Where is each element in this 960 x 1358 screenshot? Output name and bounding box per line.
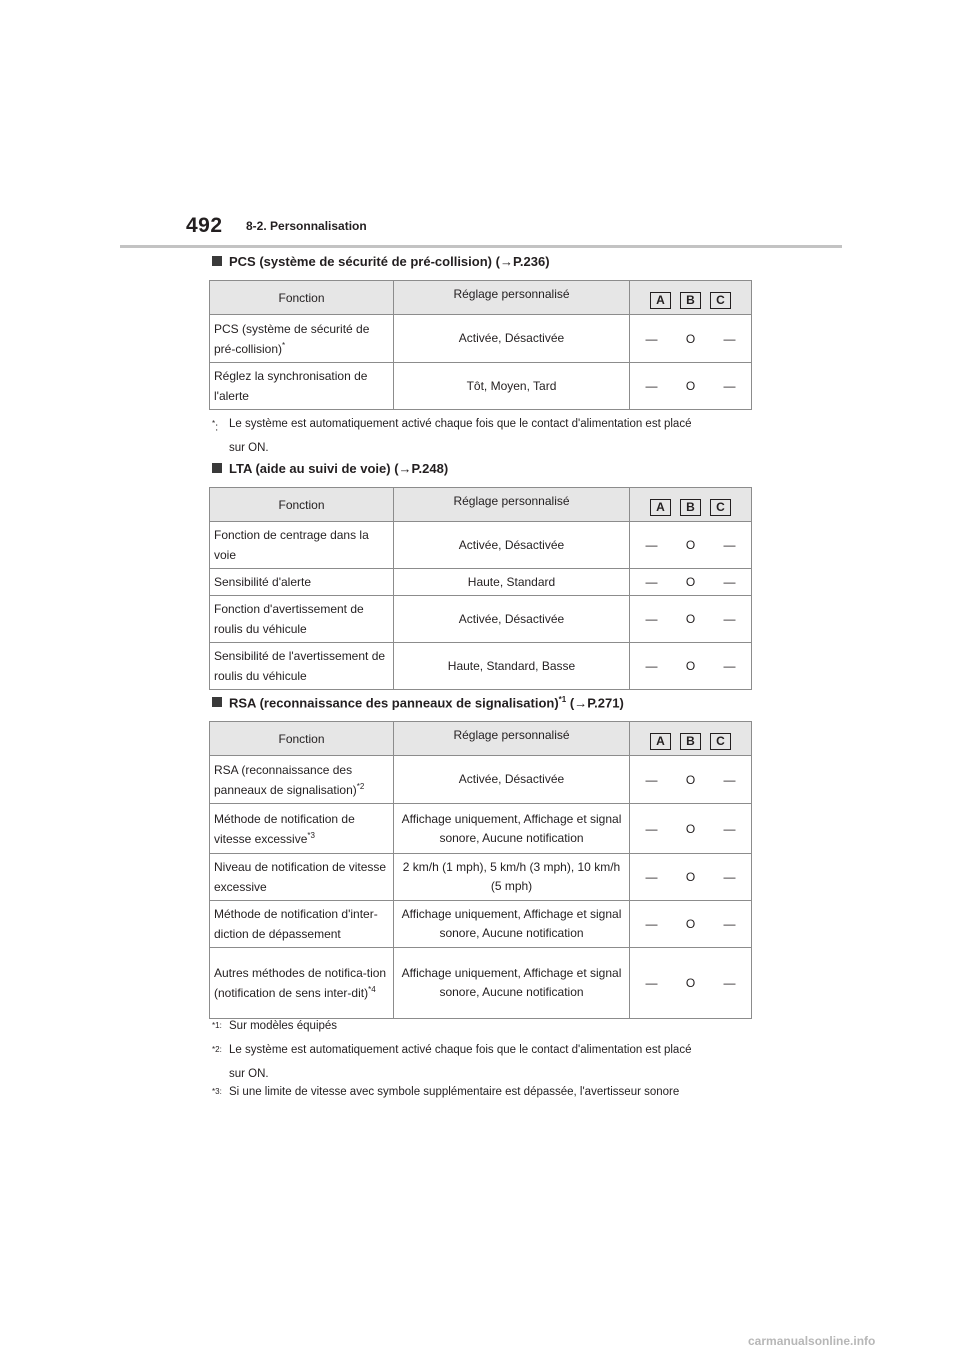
function-cell: Fonction d'avertissement de roulis du véhicule	[210, 596, 394, 643]
letter-a-box: A	[650, 499, 671, 516]
abc-cell: — O —	[630, 756, 752, 804]
pcs-settings-table	[209, 280, 752, 410]
letter-b-box: B	[680, 292, 701, 309]
abc-cell: — O —	[630, 643, 752, 690]
function-cell: RSA (reconnaissance des panneaux de signalisation)$^{*2}$	[210, 756, 394, 804]
abc-cell: — O —	[630, 569, 752, 596]
bullet-square-icon	[212, 256, 222, 266]
abc-cell: — O —	[630, 315, 752, 363]
abc-cell: — O —	[630, 854, 752, 901]
footnote: $^{*1:}$ Sur modèles équipés	[212, 1020, 338, 1032]
function-cell: Autres méthodes de notifica-tion (notification de sens inter-dit)$^{*4}$	[210, 948, 394, 1019]
letter-b-box: B	[680, 499, 701, 516]
setting-cell: Tôt, Moyen, Tard	[394, 363, 630, 410]
column-header-reglage: Réglage personnalisé	[394, 488, 630, 522]
letter-c-box: C	[710, 733, 731, 750]
letter-a-box: A	[650, 292, 671, 309]
function-cell: Fonction de centrage dans la voie	[210, 522, 394, 569]
lta-settings-table	[209, 487, 752, 690]
setting-cell: Affichage uniquement, Affichage et signal sonore, Aucune notification	[394, 948, 630, 1019]
page-reference: (→P.248)	[394, 461, 449, 476]
setting-cell: Activée, Désactivée	[394, 756, 630, 804]
page-number: 492	[186, 214, 223, 237]
table-row	[210, 363, 752, 410]
setting-cell: 2 km/h (1 mph), 5 km/h (3 mph), 10 km/h (5 mph)	[394, 854, 630, 901]
table-row	[210, 901, 752, 948]
letter-b-box: B	[680, 733, 701, 750]
column-header-reglage: Réglage personnalisé	[394, 281, 630, 315]
letter-c-box: C	[710, 292, 731, 309]
setting-cell: Affichage uniquement, Affichage et signal sonore, Aucune notification	[394, 804, 630, 854]
section-title: 8-2. Personnalisation	[246, 219, 367, 233]
abc-cell: — O —	[630, 948, 752, 1019]
table-row	[210, 804, 752, 854]
abc-cell: — O —	[630, 901, 752, 948]
footnote: $^{*2:}$ Le système est automatiquement activé chaque fois que le contact d'alimentation est placé sur ON.	[212, 1044, 692, 1080]
function-cell: PCS (système de sécurité de pré-collision)*	[210, 315, 394, 363]
table-row	[210, 948, 752, 1019]
column-header-abc	[630, 722, 752, 756]
heading-lta: LTA (aide au suivi de voie) (→P.248)	[212, 461, 448, 476]
column-header-abc	[630, 281, 752, 315]
abc-cell: — O —	[630, 522, 752, 569]
setting-cell: Activée, Désactivée	[394, 315, 630, 363]
abc-cell: — O —	[630, 363, 752, 410]
function-cell: Niveau de notification de vitesse excessive	[210, 854, 394, 901]
column-header-fonction: Fonction	[210, 488, 394, 522]
table-header-row	[210, 281, 752, 315]
page-reference: (→P.236)	[495, 254, 550, 269]
setting-cell: Activée, Désactivée	[394, 596, 630, 643]
function-cell: Sensibilité de l'avertissement de roulis du véhicule	[210, 643, 394, 690]
setting-cell: Affichage uniquement, Affichage et signal sonore, Aucune notification	[394, 901, 630, 948]
table-row	[210, 315, 752, 363]
setting-cell: Haute, Standard	[394, 569, 630, 596]
table-header-row	[210, 488, 752, 522]
function-cell: Réglez la synchronisation de l'alerte	[210, 363, 394, 410]
footnote: $^{*3:}$ Si une limite de vitesse avec symbole supplémentaire est dépassée, l'avertisseur sonore	[212, 1086, 680, 1098]
function-cell: Méthode de notification de vitesse excessive$^{*3}$	[210, 804, 394, 854]
rsa-settings-table	[209, 721, 752, 1019]
bullet-square-icon	[212, 463, 222, 473]
column-header-fonction: Fonction	[210, 722, 394, 756]
footnote: *: Le système est automatiquement activé chaque fois que le contact d'alimentation est placé sur ON.	[212, 418, 692, 454]
table-row	[210, 596, 752, 643]
heading-pcs: PCS (système de sécurité de pré-collision) (→P.236)	[212, 254, 550, 269]
table-row	[210, 569, 752, 596]
letter-a-box: A	[650, 733, 671, 750]
header-divider	[120, 245, 842, 248]
table-header-row	[210, 722, 752, 756]
bullet-square-icon	[212, 697, 222, 707]
letter-c-box: C	[710, 499, 731, 516]
function-cell: Sensibilité d'alerte	[210, 569, 394, 596]
function-cell: Méthode de notification d'inter-diction de dépassement	[210, 901, 394, 948]
watermark-text: carmanualsonline.info	[748, 1334, 876, 1348]
abc-cell: — O —	[630, 596, 752, 643]
abc-cell: — O —	[630, 804, 752, 854]
table-row	[210, 643, 752, 690]
setting-cell: Haute, Standard, Basse	[394, 643, 630, 690]
column-header-abc	[630, 488, 752, 522]
table-row	[210, 756, 752, 804]
column-header-reglage: Réglage personnalisé	[394, 722, 630, 756]
page-reference: (→P.271)	[569, 695, 624, 711]
table-row	[210, 854, 752, 901]
table-row	[210, 522, 752, 569]
setting-cell: Activée, Désactivée	[394, 522, 630, 569]
heading-rsa: RSA (reconnaissance des panneaux de signalisation)$^{*1}$ (→P.271)	[212, 695, 624, 710]
column-header-fonction: Fonction	[210, 281, 394, 315]
